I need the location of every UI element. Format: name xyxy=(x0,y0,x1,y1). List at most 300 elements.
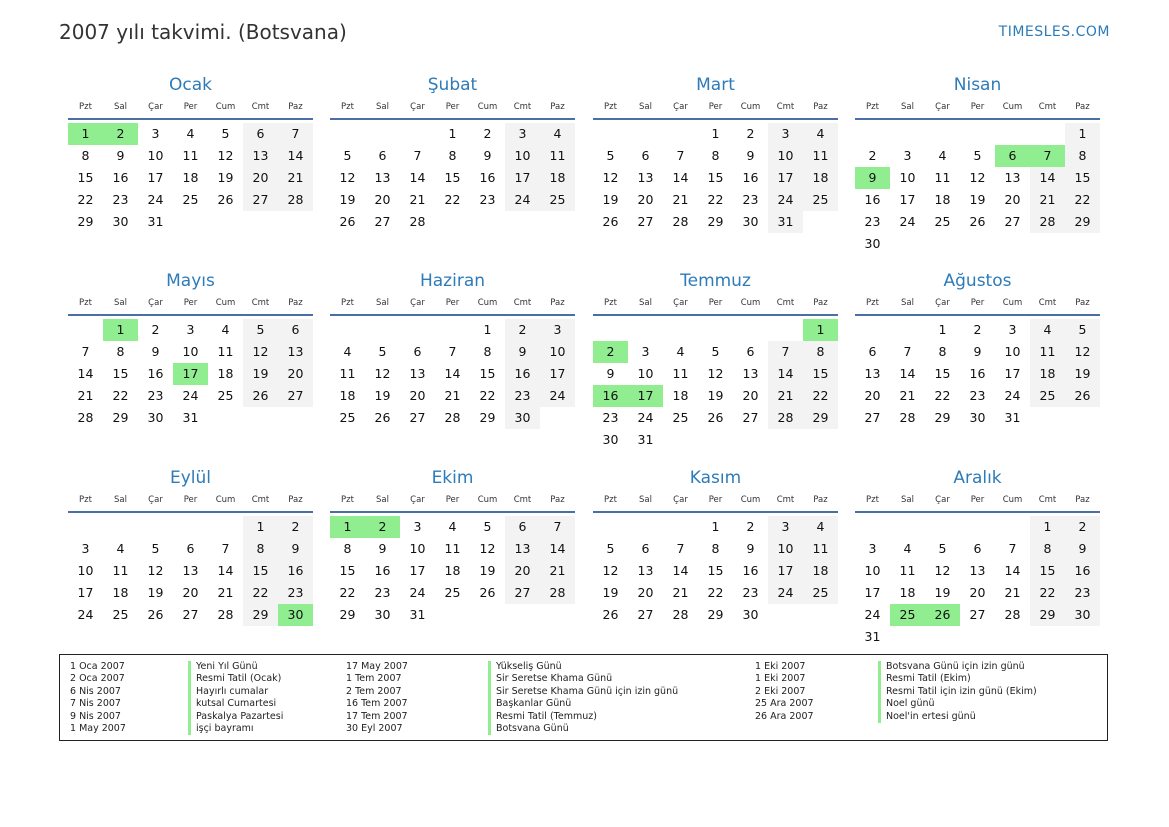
holiday-name: Yükseliş Günü xyxy=(496,661,562,672)
day-cell: 5 xyxy=(151,541,160,556)
day-cell: 4 xyxy=(186,126,195,141)
empty-day-cell xyxy=(593,516,628,538)
day-cell: 14 xyxy=(1004,563,1021,578)
weekday-label: Sal xyxy=(114,298,127,308)
day-cell: 26 xyxy=(339,214,356,229)
holiday-name: Botsvana Günü xyxy=(496,722,569,734)
weekday-label: Pzt xyxy=(341,102,354,112)
empty-day-cell xyxy=(1030,407,1065,429)
day-cell: 17 xyxy=(628,385,663,407)
day-cell: 3 xyxy=(151,126,160,141)
day-cell: 24 xyxy=(637,410,654,425)
day-cell: 10 xyxy=(768,538,803,560)
day-cell: 14 xyxy=(409,170,426,185)
weekday-header xyxy=(330,492,575,508)
header-rule xyxy=(330,314,575,316)
weekday-label: Çar xyxy=(935,102,950,112)
day-cell: 12 xyxy=(243,341,278,363)
day-cell: 10 xyxy=(147,148,164,163)
day-cell: 7 xyxy=(676,541,685,556)
day-cell: 23 xyxy=(969,388,986,403)
empty-day-cell xyxy=(330,319,365,341)
day-cell: 18 xyxy=(112,585,129,600)
day-cell: 6 xyxy=(278,319,313,341)
empty-day-cell xyxy=(855,123,890,145)
day-cell: 13 xyxy=(637,563,654,578)
day-cell: 31 xyxy=(768,211,803,233)
day-cell: 25 xyxy=(934,214,951,229)
day-cell: 18 xyxy=(444,563,461,578)
weekday-label: Per xyxy=(970,495,985,505)
month-calendar xyxy=(855,269,1100,429)
day-cell: 20 xyxy=(864,388,881,403)
holiday-date: 1 Eki 2007 xyxy=(755,673,806,685)
empty-day-cell xyxy=(593,123,628,145)
week-row xyxy=(855,604,1100,626)
day-cell: 4 xyxy=(116,541,125,556)
weekday-label: Çar xyxy=(410,102,425,112)
day-cell: 7 xyxy=(1008,541,1017,556)
month-name: Mart xyxy=(696,75,735,95)
day-cell: 3 xyxy=(186,322,195,337)
week-row xyxy=(68,385,313,407)
day-cell: 12 xyxy=(339,170,356,185)
day-cell: 12 xyxy=(147,563,164,578)
day-cell: 24 xyxy=(147,192,164,207)
weekday-label: Paz xyxy=(288,298,303,308)
day-cell: 21 xyxy=(768,385,803,407)
day-cell: 21 xyxy=(899,388,916,403)
week-row xyxy=(855,123,1100,145)
day-cell: 25 xyxy=(112,607,129,622)
day-cell: 11 xyxy=(444,541,461,556)
day-cell: 21 xyxy=(278,167,313,189)
weekday-label: Cmt xyxy=(513,495,532,505)
day-cell: 10 xyxy=(77,563,94,578)
empty-day-cell xyxy=(960,123,995,145)
day-cell: 16 xyxy=(278,560,313,582)
holiday-name: Resmi Tatil (Ocak) xyxy=(196,673,282,685)
day-cell: 16 xyxy=(147,366,164,381)
day-cell: 16 xyxy=(479,170,496,185)
week-row xyxy=(855,363,1100,385)
day-cell: 25 xyxy=(803,189,838,211)
weekday-label: Sal xyxy=(639,102,652,112)
weekday-label: Paz xyxy=(1075,298,1090,308)
day-cell: 5 xyxy=(606,148,615,163)
day-cell: 23 xyxy=(742,585,759,600)
day-cell: 14 xyxy=(444,366,461,381)
day-cell: 13 xyxy=(637,170,654,185)
day-cell: 7 xyxy=(1030,145,1065,167)
day-cell: 3 xyxy=(641,344,650,359)
weekday-label: Cmt xyxy=(513,102,532,112)
weekday-label: Çar xyxy=(673,298,688,308)
empty-day-cell xyxy=(540,211,575,233)
day-cell: 24 xyxy=(1004,388,1021,403)
empty-day-cell xyxy=(68,319,103,341)
day-cell: 3 xyxy=(1008,322,1017,337)
month-name: Ekim xyxy=(431,468,474,488)
holiday-date-column xyxy=(755,661,814,723)
month-name: Haziran xyxy=(419,271,486,291)
holiday-date: 26 Ara 2007 xyxy=(755,710,814,722)
day-cell: 28 xyxy=(899,410,916,425)
weekday-label: Pzt xyxy=(604,495,617,505)
weekday-label: Cum xyxy=(740,495,761,505)
holiday-date: 17 May 2007 xyxy=(346,661,408,672)
empty-day-cell xyxy=(505,211,540,233)
weekday-label: Çar xyxy=(673,102,688,112)
day-cell: 2 xyxy=(365,516,400,538)
week-row xyxy=(330,560,575,582)
empty-day-cell xyxy=(628,319,663,341)
brand-link[interactable]: TIMESLES.COM xyxy=(998,24,1110,40)
day-cell: 23 xyxy=(1065,582,1100,604)
holiday-date: 16 Tem 2007 xyxy=(346,698,408,710)
day-cell: 15 xyxy=(803,363,838,385)
day-cell: 9 xyxy=(378,541,387,556)
day-cell: 18 xyxy=(540,167,575,189)
day-cell: 29 xyxy=(934,410,951,425)
month-name: Ağustos xyxy=(943,271,1012,291)
weekday-label: Paz xyxy=(288,495,303,505)
weekday-label: Sal xyxy=(376,102,389,112)
day-cell: 27 xyxy=(182,607,199,622)
day-cell: 28 xyxy=(768,407,803,429)
empty-day-cell xyxy=(628,123,663,145)
day-cell: 28 xyxy=(672,214,689,229)
day-cell: 13 xyxy=(969,563,986,578)
empty-day-cell xyxy=(768,604,803,626)
weekday-label: Çar xyxy=(935,298,950,308)
day-cell: 24 xyxy=(540,385,575,407)
day-cell: 2 xyxy=(483,126,492,141)
empty-day-cell xyxy=(138,516,173,538)
day-cell: 6 xyxy=(243,123,278,145)
day-cell: 30 xyxy=(505,407,540,429)
empty-day-cell xyxy=(890,626,925,648)
empty-day-cell xyxy=(698,429,733,451)
empty-day-cell xyxy=(733,319,768,341)
day-cell: 7 xyxy=(768,341,803,363)
day-cell: 28 xyxy=(1030,211,1065,233)
day-cell: 17 xyxy=(540,363,575,385)
day-cell: 1 xyxy=(803,319,838,341)
holiday-list xyxy=(59,654,1108,741)
weekday-label: Cmt xyxy=(251,495,270,505)
month-calendar xyxy=(593,73,838,233)
empty-day-cell xyxy=(208,407,243,429)
day-cell: 15 xyxy=(1030,560,1065,582)
day-cell: 29 xyxy=(77,214,94,229)
day-cell: 23 xyxy=(864,214,881,229)
header-rule xyxy=(855,511,1100,513)
holiday-name: Yeni Yıl Günü xyxy=(196,661,258,672)
day-cell: 17 xyxy=(864,585,881,600)
weekday-label: Cum xyxy=(1002,102,1023,112)
month-name: Eylül xyxy=(169,468,212,488)
weekday-label: Pzt xyxy=(79,298,92,308)
day-cell: 26 xyxy=(1065,385,1100,407)
day-cell: 5 xyxy=(343,148,352,163)
day-cell: 16 xyxy=(505,363,540,385)
weekday-label: Cmt xyxy=(776,298,795,308)
day-cell: 1 xyxy=(1065,123,1100,145)
week-row xyxy=(855,385,1100,407)
day-cell: 8 xyxy=(711,541,720,556)
week-row xyxy=(330,407,575,429)
day-cell: 28 xyxy=(444,410,461,425)
week-row xyxy=(855,538,1100,560)
day-cell: 25 xyxy=(182,192,199,207)
day-cell: 13 xyxy=(1004,170,1021,185)
holiday-date: 30 Eyl 2007 xyxy=(346,722,403,734)
holiday-date: 2 Oca 2007 xyxy=(70,673,125,685)
month-calendar xyxy=(68,466,313,626)
day-cell: 3 xyxy=(903,148,912,163)
weekday-label: Çar xyxy=(935,495,950,505)
day-cell: 18 xyxy=(899,585,916,600)
week-row xyxy=(855,626,1100,648)
holiday-date: 25 Ara 2007 xyxy=(755,698,814,710)
day-cell: 20 xyxy=(742,388,759,403)
empty-day-cell xyxy=(890,123,925,145)
holiday-name-column xyxy=(188,661,283,735)
day-cell: 1 xyxy=(448,126,457,141)
day-cell: 14 xyxy=(540,538,575,560)
day-cell: 20 xyxy=(278,363,313,385)
weekday-label: Cum xyxy=(215,495,236,505)
day-cell: 5 xyxy=(711,344,720,359)
weekday-label: Pzt xyxy=(341,495,354,505)
weekday-header xyxy=(855,99,1100,115)
day-cell: 2 xyxy=(505,319,540,341)
day-cell: 19 xyxy=(969,192,986,207)
empty-day-cell xyxy=(1030,626,1065,648)
day-cell: 11 xyxy=(182,148,199,163)
day-cell: 12 xyxy=(479,541,496,556)
weekday-label: Per xyxy=(708,495,723,505)
empty-day-cell xyxy=(435,604,470,626)
day-cell: 24 xyxy=(899,214,916,229)
week-row xyxy=(855,167,1100,189)
empty-day-cell xyxy=(505,604,540,626)
week-row xyxy=(855,341,1100,363)
week-row xyxy=(593,167,838,189)
week-row xyxy=(68,516,313,538)
day-cell: 7 xyxy=(448,344,457,359)
month-name: Ocak xyxy=(169,75,212,95)
week-row xyxy=(593,341,838,363)
month-name: Aralık xyxy=(953,468,1002,488)
holiday-date: 7 Nis 2007 xyxy=(70,698,121,710)
week-row xyxy=(330,538,575,560)
week-row xyxy=(68,167,313,189)
day-cell: 17 xyxy=(147,170,164,185)
day-cell: 31 xyxy=(182,410,199,425)
week-row xyxy=(330,516,575,538)
day-cell: 13 xyxy=(374,170,391,185)
day-cell: 23 xyxy=(479,192,496,207)
weekday-header xyxy=(330,99,575,115)
day-cell: 14 xyxy=(899,366,916,381)
week-row xyxy=(593,189,838,211)
weekday-label: Cum xyxy=(477,298,498,308)
week-row xyxy=(593,538,838,560)
weekday-label: Cum xyxy=(1002,298,1023,308)
day-cell: 20 xyxy=(243,167,278,189)
day-cell: 22 xyxy=(243,582,278,604)
empty-day-cell xyxy=(890,319,925,341)
day-cell: 22 xyxy=(803,385,838,407)
month-calendar xyxy=(855,73,1100,255)
empty-day-cell xyxy=(925,233,960,255)
day-cell: 24 xyxy=(864,607,881,622)
week-row xyxy=(330,363,575,385)
empty-day-cell xyxy=(1065,626,1100,648)
day-cell: 27 xyxy=(409,410,426,425)
week-row xyxy=(593,560,838,582)
day-cell: 22 xyxy=(444,192,461,207)
weekday-label: Cum xyxy=(1002,495,1023,505)
weekday-label: Pzt xyxy=(79,495,92,505)
day-cell: 16 xyxy=(742,170,759,185)
week-row xyxy=(593,319,838,341)
day-cell: 19 xyxy=(339,192,356,207)
holiday-name: işçi bayramı xyxy=(196,722,254,734)
weekday-label: Sal xyxy=(114,495,127,505)
day-cell: 24 xyxy=(77,607,94,622)
day-cell: 4 xyxy=(903,541,912,556)
day-cell: 27 xyxy=(243,189,278,211)
empty-day-cell xyxy=(243,211,278,233)
empty-day-cell xyxy=(960,233,995,255)
weekday-header xyxy=(68,492,313,508)
weekday-label: Per xyxy=(183,298,198,308)
day-cell: 3 xyxy=(81,541,90,556)
weekday-label: Cmt xyxy=(776,102,795,112)
day-cell: 29 xyxy=(112,410,129,425)
day-cell: 29 xyxy=(1065,211,1100,233)
day-cell: 30 xyxy=(969,410,986,425)
day-cell: 29 xyxy=(243,604,278,626)
weekday-label: Çar xyxy=(148,298,163,308)
day-cell: 5 xyxy=(973,148,982,163)
day-cell: 10 xyxy=(540,341,575,363)
day-cell: 4 xyxy=(221,322,230,337)
empty-day-cell xyxy=(540,604,575,626)
empty-day-cell xyxy=(768,319,803,341)
day-cell: 18 xyxy=(934,192,951,207)
day-cell: 20 xyxy=(505,560,540,582)
day-cell: 11 xyxy=(672,366,689,381)
day-cell: 2 xyxy=(746,519,755,534)
day-cell: 4 xyxy=(938,148,947,163)
day-cell: 10 xyxy=(409,541,426,556)
day-cell: 6 xyxy=(413,344,422,359)
day-cell: 6 xyxy=(746,344,755,359)
weekday-label: Sal xyxy=(376,495,389,505)
day-cell: 17 xyxy=(409,563,426,578)
empty-day-cell xyxy=(803,604,838,626)
holiday-name: Resmi Tatil (Temmuz) xyxy=(496,710,597,722)
holiday-name: Hayırlı cumalar xyxy=(196,685,269,697)
week-row xyxy=(855,582,1100,604)
empty-day-cell xyxy=(330,123,365,145)
weekday-label: Paz xyxy=(1075,495,1090,505)
month-calendar xyxy=(593,466,838,626)
weekday-label: Cum xyxy=(215,102,236,112)
empty-day-cell xyxy=(803,429,838,451)
week-row xyxy=(593,429,838,451)
holiday-name-column xyxy=(488,661,678,735)
weekday-header xyxy=(855,492,1100,508)
day-cell: 23 xyxy=(112,192,129,207)
weekday-label: Cmt xyxy=(251,102,270,112)
week-row xyxy=(68,123,313,145)
day-cell: 11 xyxy=(803,145,838,167)
week-row xyxy=(68,341,313,363)
holiday-name: Sir Seretse Khama Günü xyxy=(496,673,613,685)
empty-day-cell xyxy=(540,407,575,429)
day-cell: 1 xyxy=(711,126,720,141)
day-cell: 6 xyxy=(973,541,982,556)
month-calendar xyxy=(68,269,313,429)
day-cell: 15 xyxy=(243,560,278,582)
day-cell: 22 xyxy=(934,388,951,403)
empty-day-cell xyxy=(1030,123,1065,145)
week-row xyxy=(593,145,838,167)
day-cell: 25 xyxy=(803,582,838,604)
header-rule xyxy=(68,314,313,316)
day-cell: 24 xyxy=(768,582,803,604)
weekday-label: Cmt xyxy=(513,298,532,308)
day-cell: 26 xyxy=(243,385,278,407)
day-cell: 19 xyxy=(934,585,951,600)
day-cell: 2 xyxy=(151,322,160,337)
day-cell: 8 xyxy=(343,541,352,556)
weekday-label: Per xyxy=(183,495,198,505)
day-cell: 8 xyxy=(938,344,947,359)
empty-day-cell xyxy=(173,516,208,538)
header-rule xyxy=(68,118,313,120)
week-row xyxy=(330,582,575,604)
day-cell: 24 xyxy=(409,585,426,600)
weekday-label: Çar xyxy=(410,298,425,308)
day-cell: 7 xyxy=(903,344,912,359)
day-cell: 3 xyxy=(540,319,575,341)
empty-day-cell xyxy=(1065,407,1100,429)
weekday-label: Paz xyxy=(550,495,565,505)
day-cell: 5 xyxy=(938,541,947,556)
holiday-name: Sir Seretse Khama Günü için izin günü xyxy=(496,685,679,697)
day-cell: 19 xyxy=(374,388,391,403)
month-name: Şubat xyxy=(427,75,478,95)
day-cell: 1 xyxy=(938,322,947,337)
weekday-label: Cum xyxy=(740,298,761,308)
empty-day-cell xyxy=(663,429,698,451)
day-cell: 5 xyxy=(378,344,387,359)
day-cell: 14 xyxy=(1030,167,1065,189)
day-cell: 25 xyxy=(672,410,689,425)
weekday-label: Per xyxy=(970,298,985,308)
day-cell: 16 xyxy=(742,563,759,578)
day-cell: 8 xyxy=(1065,145,1100,167)
empty-day-cell xyxy=(628,516,663,538)
weekday-label: Cum xyxy=(477,495,498,505)
day-cell: 15 xyxy=(444,170,461,185)
